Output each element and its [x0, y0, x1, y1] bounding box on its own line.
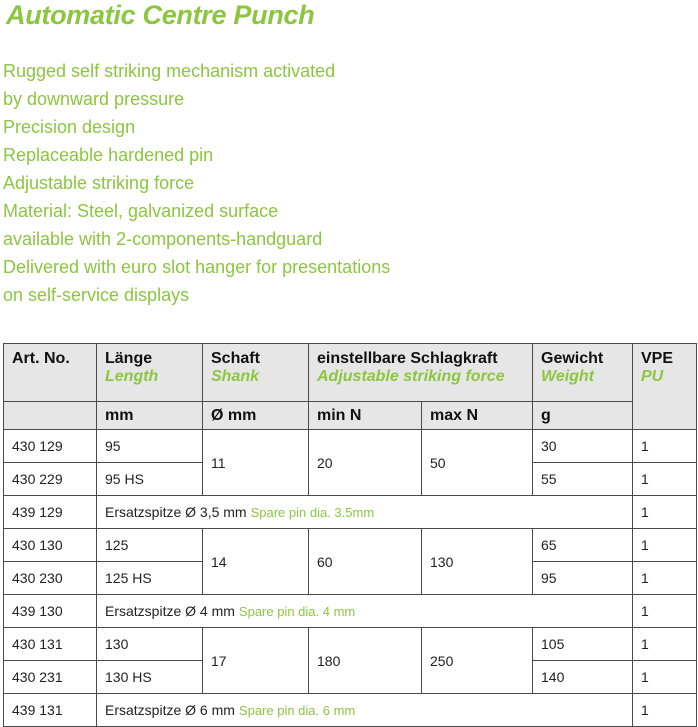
cell-art: 439 131 [4, 694, 97, 727]
cell-weight: 140 [533, 661, 633, 694]
spare-de: Ersatzspitze Ø 4 mm [105, 603, 235, 619]
cell-length: 130 HS [97, 661, 203, 694]
table-row-spare [4, 694, 697, 727]
cell-pu: 1 [633, 529, 697, 562]
feature-item: Replaceable hardened pin [3, 145, 214, 165]
feature-list [3, 57, 390, 309]
header-length: Länge Length [97, 344, 203, 402]
feature-item: Delivered with euro slot hanger for presentations [3, 257, 391, 277]
cell-art: 430 231 [4, 661, 97, 694]
cell-art: 430 129 [4, 430, 97, 463]
cell-force-min: 60 [309, 529, 422, 595]
cell-art: 430 230 [4, 562, 97, 595]
spare-en: Spare pin dia. 3.5mm [250, 505, 375, 520]
cell-length: 125 HS [97, 562, 203, 595]
cell-pu: 1 [633, 430, 697, 463]
table-row-spare [4, 496, 697, 529]
cell-pu: 1 [633, 661, 697, 694]
spare-en: Spare pin dia. 4 mm [238, 604, 356, 619]
cell-weight: 55 [533, 463, 633, 496]
header-weight-unit: g [533, 402, 633, 430]
table-row-spare [4, 595, 697, 628]
cell-pu: 1 [633, 628, 697, 661]
spare-en: Spare pin dia. 6 mm [238, 703, 356, 718]
spare-de: Ersatzspitze Ø 6 mm [105, 702, 235, 718]
cell-weight: 95 [533, 562, 633, 595]
cell-force-min: 180 [309, 628, 422, 694]
cell-force-max: 50 [422, 430, 533, 496]
header-length-en: Length [105, 368, 159, 385]
header-weight-en: Weight [541, 368, 595, 385]
header-length-unit: mm [97, 402, 203, 430]
cell-spare-desc [97, 496, 633, 529]
header-pu: VPE PU [633, 344, 697, 430]
cell-spare-desc [97, 694, 633, 727]
table-row [4, 628, 697, 661]
feature-item: Rugged self striking mechanism activated [3, 61, 336, 81]
header-force-min: min N [309, 402, 422, 430]
cell-weight: 65 [533, 529, 633, 562]
feature-item: Material: Steel, galvanized surface [3, 201, 279, 221]
header-art-no-unit [4, 402, 97, 430]
cell-weight: 105 [533, 628, 633, 661]
cell-pu: 1 [633, 496, 697, 529]
header-shank-en: Shank [211, 368, 260, 385]
cell-force-max: 250 [422, 628, 533, 694]
cell-art: 430 229 [4, 463, 97, 496]
header-shank: Schaft Shank [203, 344, 309, 402]
feature-item: available with 2-components-handguard [3, 229, 323, 249]
feature-item: on self-service displays [3, 285, 190, 305]
cell-force-max: 130 [422, 529, 533, 595]
cell-pu: 1 [633, 694, 697, 727]
feature-item: Precision design [3, 117, 136, 137]
cell-force-min: 20 [309, 430, 422, 496]
cell-length: 95 HS [97, 463, 203, 496]
header-weight: Gewicht Weight [533, 344, 633, 402]
cell-art: 430 130 [4, 529, 97, 562]
feature-item: Adjustable striking force [3, 173, 195, 193]
cell-pu: 1 [633, 463, 697, 496]
header-force-max: max N [422, 402, 533, 430]
cell-length: 130 [97, 628, 203, 661]
cell-spare-desc [97, 595, 633, 628]
header-shank-unit: Ø mm [203, 402, 309, 430]
header-art-no: Art. No. [4, 344, 97, 402]
cell-length: 125 [97, 529, 203, 562]
feature-item: by downward pressure [3, 89, 185, 109]
cell-pu: 1 [633, 562, 697, 595]
header-pu-en: PU [641, 368, 664, 385]
cell-shank: 11 [203, 430, 309, 496]
cell-shank: 17 [203, 628, 309, 694]
header-force: einstellbare Schlagkraft Adjustable striking force [309, 344, 533, 402]
header-force-en: Adjustable striking force [317, 368, 505, 385]
cell-art: 439 129 [4, 496, 97, 529]
cell-pu: 1 [633, 595, 697, 628]
cell-shank: 14 [203, 529, 309, 595]
spare-de: Ersatzspitze Ø 3,5 mm [105, 504, 247, 520]
page-title: Automatic Centre Punch [6, 0, 315, 30]
cell-length: 95 [97, 430, 203, 463]
table-row [4, 430, 697, 463]
cell-art: 439 130 [4, 595, 97, 628]
spec-table [3, 343, 697, 727]
table-row [4, 529, 697, 562]
cell-art: 430 131 [4, 628, 97, 661]
cell-weight: 30 [533, 430, 633, 463]
